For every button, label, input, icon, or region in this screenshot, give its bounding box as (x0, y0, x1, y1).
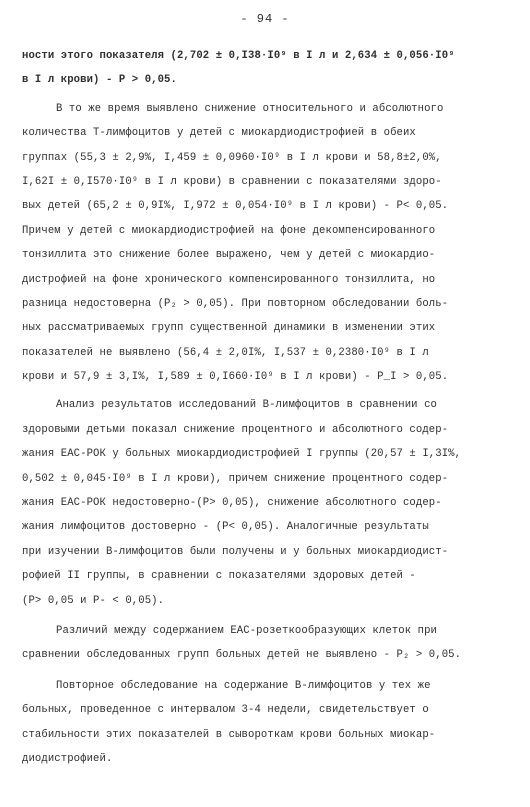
text-line: тонзиллита это снижение более выражено, чем у детей с миокардио- (22, 249, 436, 262)
text-line: группах (55,3 ± 2,9%, I,459 ± 0,0960·I0⁹ в I л крови и 58,8±2,0%, (22, 151, 442, 164)
text-line: разница недостоверна (P₂ > 0,05). При повторном обследовании боль- (22, 297, 449, 310)
text-line: жания ЕАС-РОК у больных миокардиодистрофией I группы (20,57 ± I,3I%, (22, 448, 462, 461)
text-line: диодистрофией. (22, 752, 113, 765)
text-line: рофией II группы, в сравнении с показателями здоровых детей - (22, 570, 416, 583)
text-line: ных рассматриваемых групп существенной динамики в изменении этих (22, 322, 436, 335)
text-line: жания лимфоцитов достоверно - (P< 0,05). Аналогичные результаты (22, 521, 429, 534)
text-line: дистрофией на фоне хронического компенсированного тонзиллита, но (22, 273, 436, 286)
text-line: ности этого показателя (2,702 ± 0,I38·I0⁹ в I л и 2,634 ± 0,056·I0⁹ (22, 50, 455, 62)
text-line: Причем у детей с миокардиодистрофией на фоне декомпенсированного (22, 224, 436, 237)
text-line: при изучении В-лимфоцитов были получены и у больных миокардиодист- (22, 545, 449, 558)
text-line: больных, проведенное с интервалом 3-4 недели, свидетельствует о (22, 704, 429, 717)
page-number: - 94 - (240, 12, 290, 26)
body-text (22, 44, 512, 771)
text-line: здоровыми детьми показал снижение процентного и абсолютного содер- (22, 423, 449, 436)
text-line: В то же время выявлено снижение относительного и абсолютного (56, 102, 444, 115)
text-line: сравнении обследованных групп больных детей не выявлено - P₂ > 0,05. (22, 649, 462, 662)
text-line: количества Т-лимфоцитов у детей с миокардиодистрофией в обеих (22, 127, 416, 140)
text-line: вых детей (65,2 ± 0,9I%, I,972 ± 0,054·I0⁹ в I л крови) - P< 0,05. (22, 200, 449, 213)
text-line: 0,502 ± 0,045·I0⁹ в I л крови), причем снижение процентного содер- (22, 472, 449, 485)
text-line: Анализ результатов исследований В-лимфоцитов в сравнении со (56, 399, 437, 412)
text-line: стабильности этих показателей в сывороткам крови больных миокар- (22, 728, 436, 741)
text-line: показателей не выявлено (56,4 ± 2,0I%, I,537 ± 0,2380·I0⁹ в I л (22, 346, 429, 359)
text-line: Повторное обследование на содержание В-лимфоцитов у тех же (56, 679, 431, 692)
text-line: в I л крови) - P > 0,05. (22, 74, 177, 87)
text-line: жания ЕАС-РОК недостоверно-(P> 0,05), снижение абсолютного содер- (22, 497, 442, 510)
text-line: I,62I ± 0,I570·I0⁹ в I л крови) в сравнении с показателями здоро- (22, 175, 442, 188)
text-line: крови и 57,9 ± 3,I%, I,589 ± 0,I660·I0⁹ в I л крови) - P_I > 0,05. (22, 371, 449, 384)
text-line: (P> 0,05 и P- < 0,05). (22, 594, 165, 607)
text-line: Различий между содержанием ЕАС-розеткообразующих клеток при (56, 624, 437, 637)
